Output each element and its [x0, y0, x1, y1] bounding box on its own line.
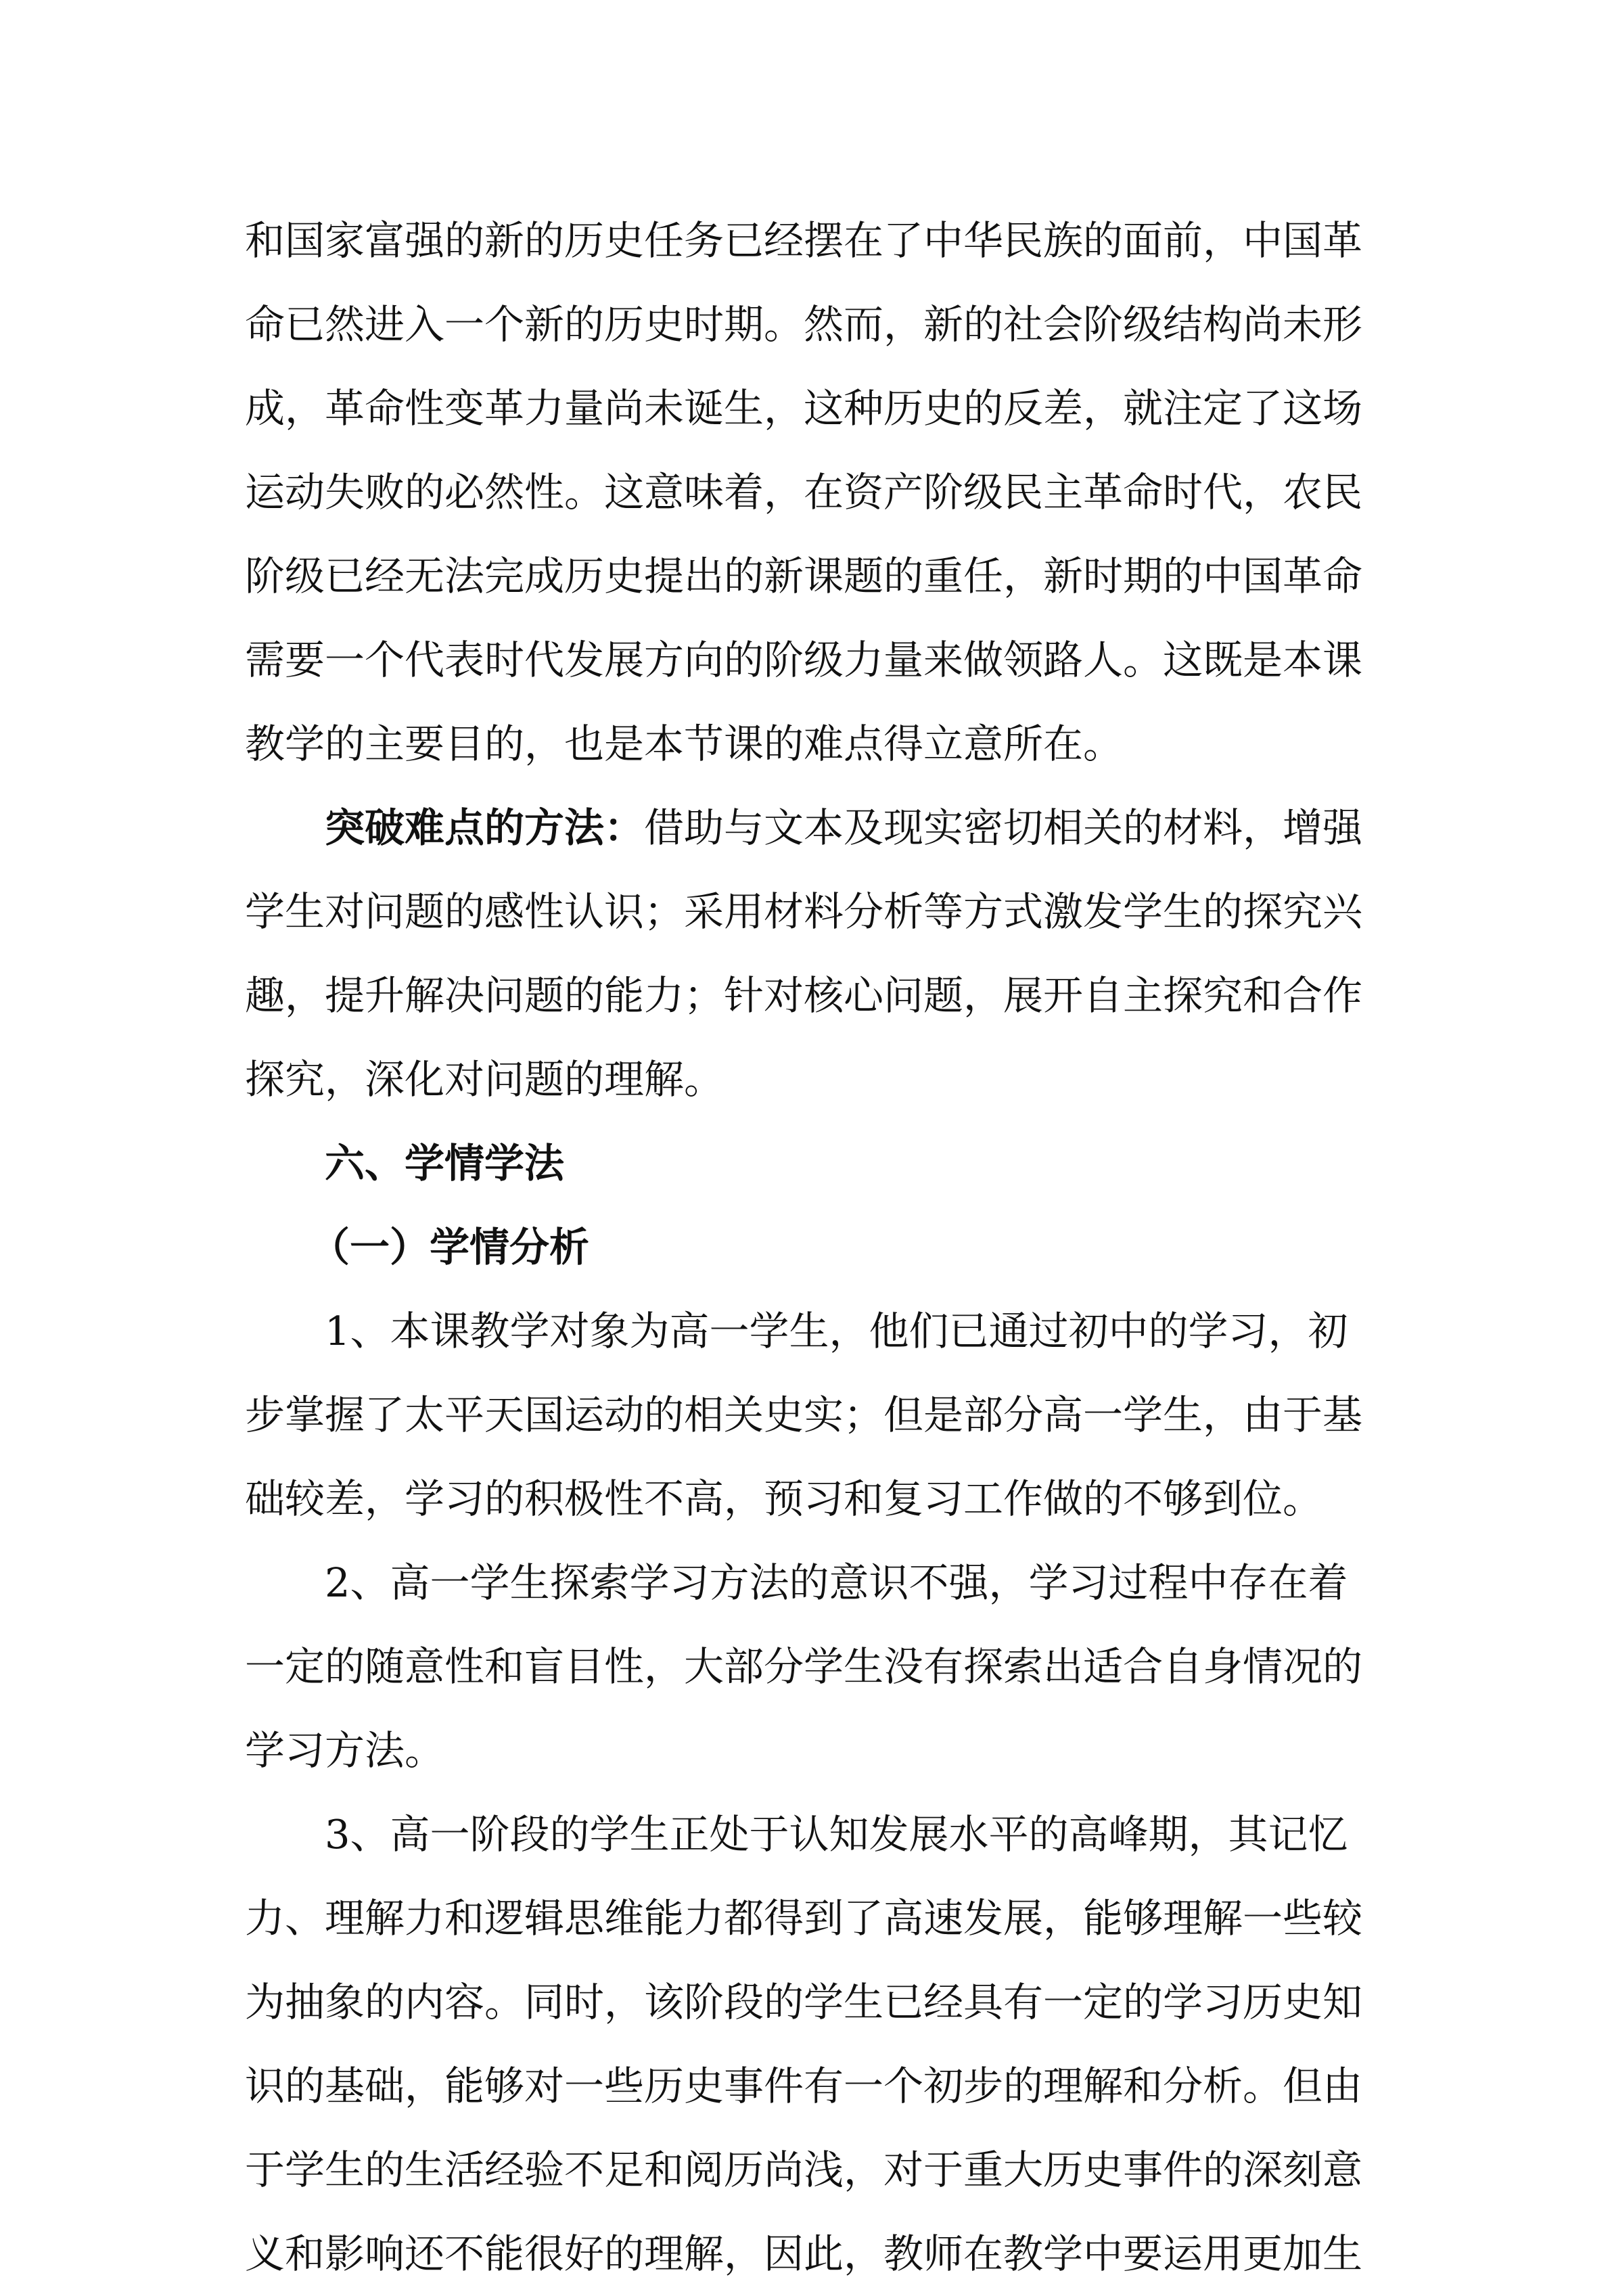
item-1-line: 础较差，学习的积极性不高，预习和复习工作做的不够到位。: [245, 1475, 1323, 1522]
item-3-line: 义和影响还不能很好的理解，因此，教师在教学中要运用更加生: [245, 2230, 1363, 2277]
item-3-line: 力、理解力和逻辑思维能力都得到了高速发展，能够理解一些较: [245, 1895, 1363, 1942]
item-1-line: 步掌握了太平天国运动的相关史实；但是部分高一学生，由于基: [245, 1392, 1363, 1438]
item-3-line: 识的基础，能够对一些历史事件有一个初步的理解和分析。但由: [245, 2063, 1363, 2109]
body-line: 和国家富强的新的历史任务已经摆在了中华民族的面前，中国革: [245, 217, 1363, 264]
method-line: 趣，提升解决问题的能力；针对核心问题，展开自主探究和合作: [245, 972, 1363, 1019]
item-3-line: 3、高一阶段的学生正处于认知发展水平的高峰期，其记忆: [325, 1811, 1348, 1858]
body-line: 阶级已经无法完成历史提出的新课题的重任，新时期的中国革命: [245, 553, 1363, 599]
method-heading: 突破难点的方法：: [325, 804, 645, 851]
item-3-line: 于学生的生活经验不足和阅历尚浅，对于重大历史事件的深刻意: [245, 2146, 1363, 2193]
section-heading: 六、学情学法: [325, 1140, 565, 1187]
item-2-line: 学习方法。: [245, 1727, 445, 1774]
item-1-line: 1、本课教学对象为高一学生，他们已通过初中的学习，初: [325, 1308, 1348, 1354]
subsection-heading: （一）学情分析: [310, 1224, 590, 1270]
method-line: 探究，深化对问题的理解。: [245, 1056, 724, 1103]
method-line: 学生对问题的感性认识；采用材料分析等方式激发学生的探究兴: [245, 888, 1363, 935]
body-line: 运动失败的必然性。这意味着，在资产阶级民主革命时代，农民: [245, 469, 1363, 515]
body-line: 教学的主要目的，也是本节课的难点得立意所在。: [245, 720, 1124, 767]
body-line: 成，革命性变革力量尚未诞生，这种历史的反差，就注定了这场: [245, 385, 1363, 432]
item-3-line: 为抽象的内容。同时，该阶段的学生已经具有一定的学习历史知: [245, 1979, 1363, 2025]
body-line: 需要一个代表时代发展方向的阶级力量来做领路人。这既是本课: [245, 637, 1363, 683]
body-line: 命已然进入一个新的历史时期。然而，新的社会阶级结构尚未形: [245, 301, 1363, 348]
item-2-line: 一定的随意性和盲目性，大部分学生没有探索出适合自身情况的: [245, 1643, 1363, 1690]
method-text: 借助与文本及现实密切相关的材料，增强: [644, 804, 1363, 851]
method-paragraph-first-line: [245, 786, 1368, 870]
item-2-line: 2、高一学生探索学习方法的意识不强，学习过程中存在着: [325, 1559, 1348, 1606]
document-body: [245, 199, 1368, 2296]
